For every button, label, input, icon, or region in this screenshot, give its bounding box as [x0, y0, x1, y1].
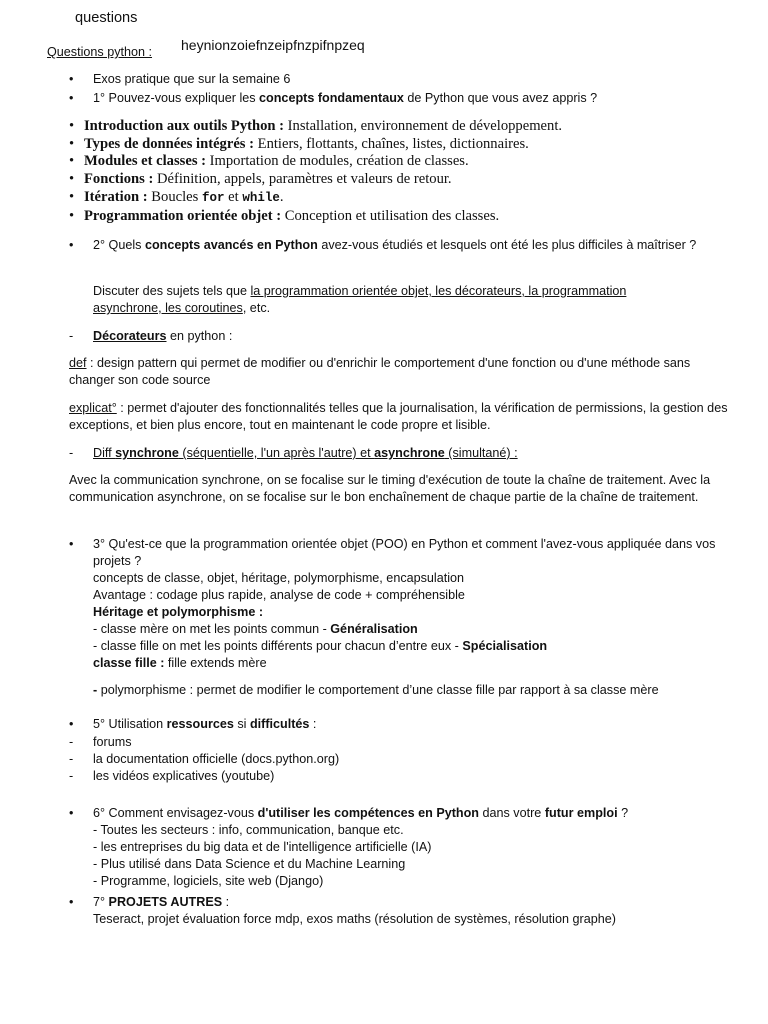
bullet-icon: • — [69, 537, 74, 551]
bullet-icon: • — [69, 91, 74, 105]
bullet-icon: • — [69, 171, 75, 188]
dash-marker: - — [69, 329, 74, 343]
q2-discussion: Discuter des sujets tels que la programmation orientée objet, les décorateurs, la programmation asynchrone, les coroutines, etc. — [93, 284, 627, 315]
bullet-icon: • — [69, 72, 74, 86]
bullet-icon: • — [69, 895, 74, 909]
list-item-q1: • 1° Pouvez-vous expliquer les concepts fondamentaux de Python que vous avez appris ? — [69, 91, 598, 105]
resource-item: - la documentation officielle (docs.python.org) — [69, 752, 340, 766]
resource-item: - forums — [69, 735, 132, 749]
bullet-icon: • — [69, 188, 75, 205]
bullet-icon: • — [69, 135, 75, 152]
sync-async-heading: - Diff synchrone (séquentielle, l'un après l'autre) et asynchrone (simultané) : — [69, 446, 518, 460]
section-heading: Questions python : — [47, 45, 153, 59]
sync-async-text: Avec la communication synchrone, on se focalise sur le timing d'exécution de toute la chaîne de traitement. Avec la communication asynchrone, on se focalise sur le bon enchaînement de chaque partie de la chaîne de traitement. — [69, 473, 711, 504]
decorator-explanation: explicat° : permet d'ajouter des fonctionnalités telles que la journalisation, la vérification de permissions, la gestion des exceptions, et bien plus encore, tout en maintenant le code propre et lisible. — [69, 401, 728, 432]
list-item: • Modules et classes : Importation de modules, création de classes. — [69, 153, 469, 170]
decorator-definition: def : design pattern qui permet de modifier ou d'enrichir le comportement d'une fonction ou d'une méthode sans changer son code source — [69, 356, 691, 387]
bullet-icon: • — [69, 207, 75, 224]
resource-item: - les vidéos explicatives (youtube) — [69, 769, 275, 783]
list-item-q5: • 5° Utilisation ressources si difficultés : — [69, 717, 317, 731]
list-item: • Itération : Boucles for et while. — [69, 188, 284, 205]
list-item: • Introduction aux outils Python : Installation, environnement de développement. — [69, 118, 563, 134]
document-title: questions — [75, 10, 138, 26]
dash-marker: - — [69, 769, 74, 783]
list-item-q3: • 3° Qu'est-ce que la programmation orientée objet (POO) en Python et comment l'avez-vous appliquée dans vos projets ? concepts de classe, objet, héritage, polymorphisme, encapsulation Avantage : codage plus rapide, analyse de code + compréhensible Héritage et polymorphisme : - classe mère on met les points commun - Généralisation - classe fille on met les points différents pour chacun d’entre eux - Spécialisation classe fille : fille extends mère - polymorphisme : permet de modifier le comportement d’une classe fille par rapport à sa classe mère — [69, 537, 716, 697]
list-item-q2: • 2° Quels concepts avancés en Python avez-vous étudiés et lesquels ont été les plus difficiles à maîtriser ? — [69, 238, 697, 252]
dash-marker: - — [69, 446, 74, 460]
code-while: while — [242, 190, 280, 205]
list-item: • Programmation orientée objet : Conception et utilisation des classes. — [69, 207, 500, 224]
list-item: • Types de données intégrés : Entiers, flottants, chaînes, listes, dictionnaires. — [69, 135, 529, 152]
list-item-q6: • 6° Comment envisagez-vous d'utiliser les compétences en Python dans votre futur emploi ? - Toutes les secteurs : info, communication, banque etc. - les entreprises du big data et de l'intelligence artificielle (IA) - Plus utilisé dans Data Science et du Machine Learning - Programme, logiciels, site web (Django) — [69, 806, 629, 888]
bullet-icon: • — [69, 717, 74, 731]
decorators-heading: - Décorateurs en python : — [69, 329, 233, 343]
list-item-exos: • Exos pratique que sur la semaine 6 — [69, 72, 291, 86]
bullet-icon: • — [69, 118, 75, 134]
bullet-icon: • — [69, 153, 75, 170]
code-for: for — [201, 190, 225, 205]
list-item-q7: • 7° PROJETS AUTRES : Teseract, projet évaluation force mdp, exos maths (résolution de systèmes, résolution graphe) — [69, 895, 616, 926]
bullet-icon: • — [69, 238, 74, 252]
fundamentals-list — [69, 118, 744, 225]
dash-marker: - — [69, 752, 74, 766]
list-item: • Fonctions : Définition, appels, paramètres et valeurs de retour. — [69, 171, 452, 188]
bullet-icon: • — [69, 806, 74, 820]
stray-text: heynionzoiefnzeipfnzpifnpzeq — [181, 37, 365, 53]
dash-marker: - — [69, 735, 74, 749]
